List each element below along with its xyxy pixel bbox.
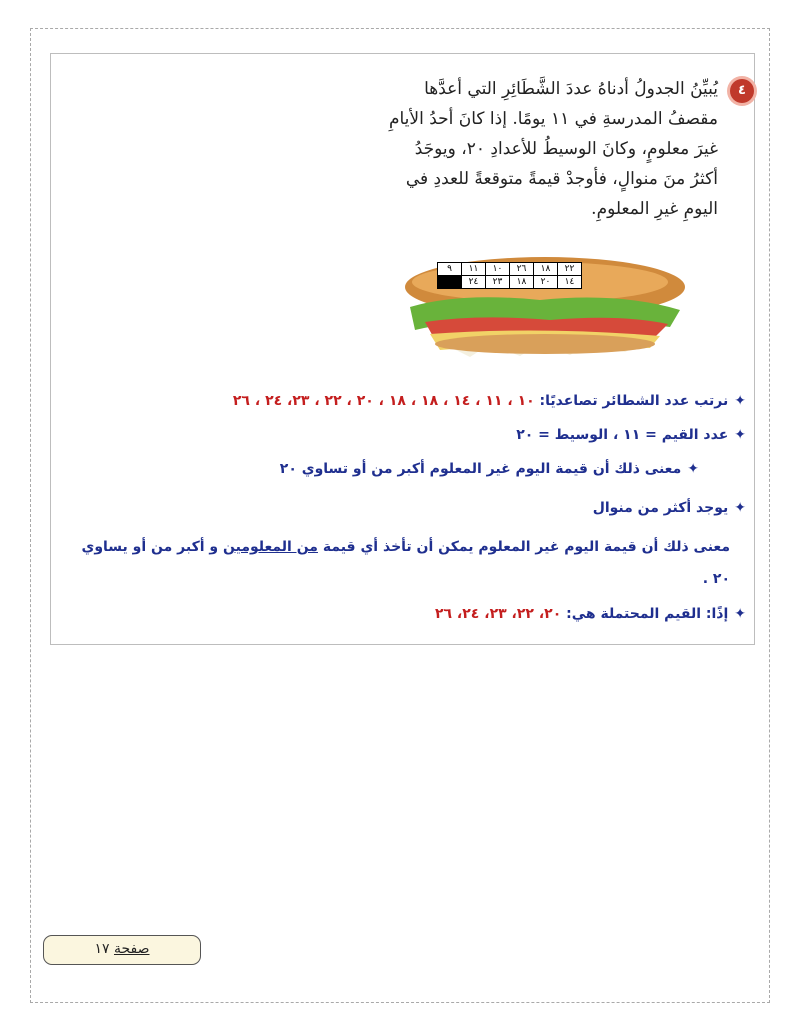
table-cell: ٢٦	[510, 263, 534, 276]
table-cell: ٢٢	[558, 263, 582, 276]
solution-line-sort: ✦نرتب عدد الشطائر تصاعديًا: ١٠ ، ١١ ، ١٤ ، ١٨ ، ١٨ ، ٢٠ ، ٢٢ ، ٢٣، ٢٤ ، ٢٦	[232, 393, 746, 409]
table-cell: ٢٠	[534, 276, 558, 289]
table-cell-unknown	[438, 276, 462, 289]
table-cell: ١٨	[510, 276, 534, 289]
table-cell: ٢٤	[462, 276, 486, 289]
table-row	[438, 276, 582, 289]
solution-line-mode: ✦يوجد أكثر من منوال	[592, 500, 746, 516]
problem-text: يُبيِّنُ الجدولُ أدناهُ عددَ الشَّطَائِرِ التي أعدَّها مقصفُ المدرسةِ في ١١ يومًا. إذا كانَ أحدُ الأيامِ غيرَ معلومٍ، وكانَ الوسيطُ للأعدادِ ٢٠، ويوجَدُ أكثرُ منَ منوالٍ، فأوجدْ قيمةً متوقعةً للعددِ في اليومِ غيرِ المعلومِ.	[388, 79, 718, 219]
star-bullet-icon: ✦	[734, 500, 746, 516]
problem-number-badge: ٤	[730, 79, 754, 103]
solution-line-meaning: ✦معنى ذلك أن قيمة اليوم غير المعلوم أكبر من أو تساوي ٢٠	[279, 461, 699, 477]
table-cell: ١٨	[534, 263, 558, 276]
table-cell: ١١	[462, 263, 486, 276]
page-number-box	[43, 935, 201, 965]
table-cell: ٩	[438, 263, 462, 276]
solution-line-explain-cont: ٢٠ .	[702, 571, 730, 587]
star-bullet-icon: ✦	[734, 606, 746, 622]
solution-line-median: ✦عدد القيم = ١١ ، الوسيط = ٢٠	[516, 427, 746, 443]
page-number: ١٧	[94, 941, 110, 957]
table-row	[438, 263, 582, 276]
table-cell: ٢٣	[486, 276, 510, 289]
star-bullet-icon: ✦	[734, 393, 746, 409]
page-word: صفحة	[113, 941, 150, 957]
star-bullet-icon: ✦	[687, 461, 699, 477]
data-table	[437, 262, 582, 289]
solution-line-explain: معنى ذلك أن قيمة اليوم غير المعلوم يمكن أن تأخذ أي قيمة من المعلومين و أكبر من أو يساوي	[81, 539, 730, 555]
star-bullet-icon: ✦	[734, 427, 746, 443]
table-cell: ١٤	[558, 276, 582, 289]
solution-line-answer: ✦إذًا: القيم المحتملة هي: ٢٠، ٢٢، ٢٣، ٢٤، ٢٦	[434, 606, 746, 622]
table-cell: ١٠	[486, 263, 510, 276]
